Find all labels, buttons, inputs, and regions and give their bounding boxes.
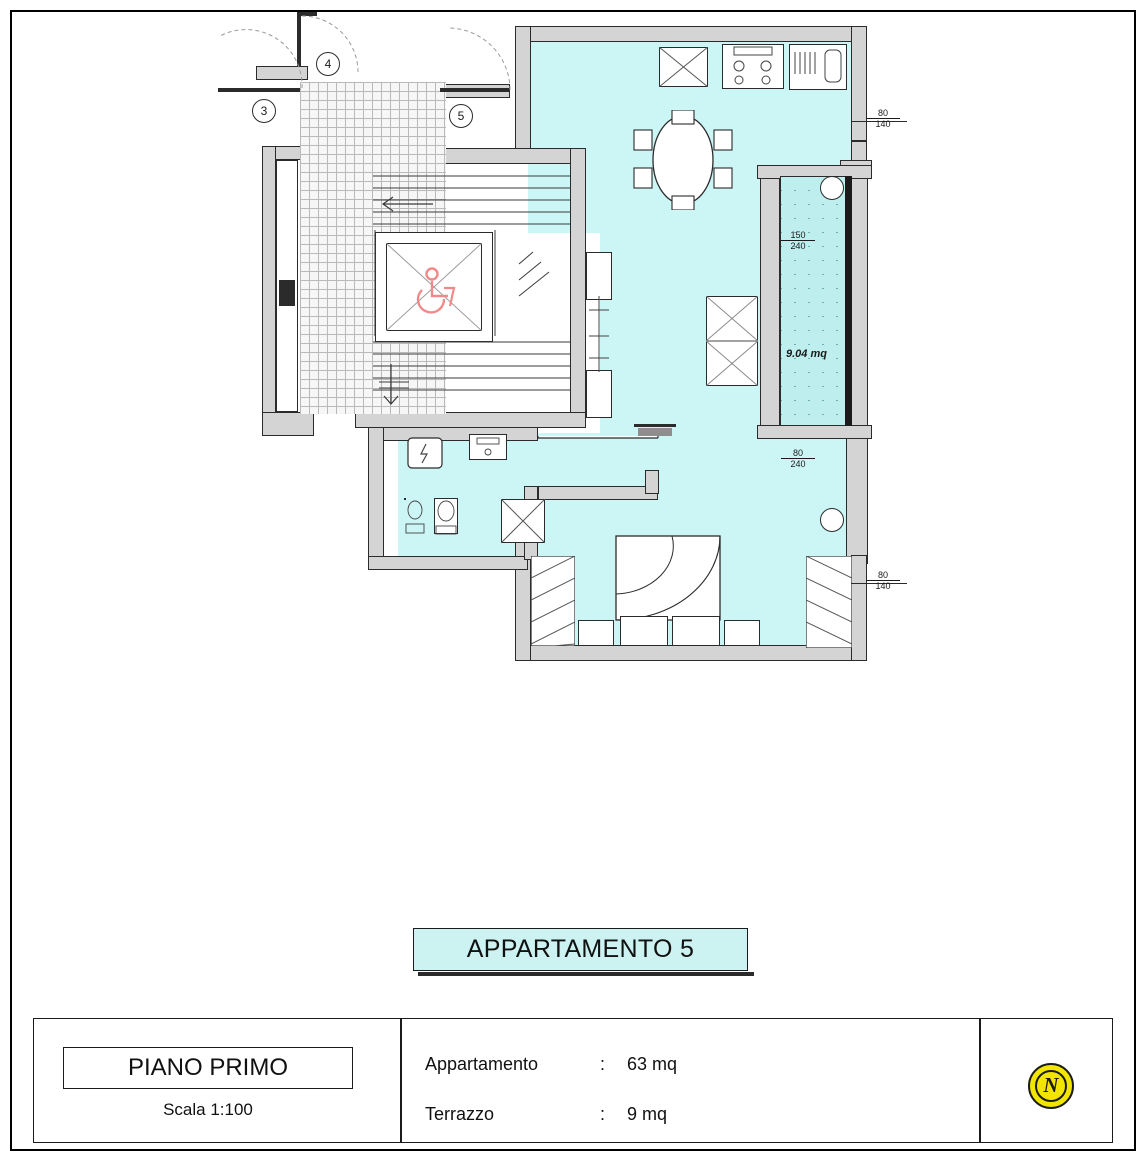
wall-bath-bottom (368, 556, 528, 570)
sofa-cushions-icon (706, 296, 758, 386)
title-block-divider-1 (400, 1019, 402, 1142)
cooktop-burners-icon (722, 44, 784, 89)
terrace-parapet (845, 176, 852, 426)
window-dim-4-top: 80 (866, 570, 900, 581)
window-dim-2-top: 150 (781, 230, 815, 241)
window-dim-3-bottom: 240 (790, 459, 806, 469)
wall-landing-bottom (262, 412, 314, 436)
window-dim-1-bottom: 140 (875, 119, 891, 129)
door-tag-5: 5 (449, 104, 473, 128)
window-dim-2-bottom: 240 (790, 241, 806, 251)
kitchen-unit-cross-icon (659, 47, 708, 87)
interior-door-swing-icon (536, 436, 696, 498)
wall-terrace-bottom (757, 425, 872, 439)
dining-table-icon (628, 110, 738, 210)
wall-stair-right (570, 148, 586, 428)
wall-bath-left (368, 425, 384, 570)
nightstand-left (578, 620, 614, 646)
logo-letter: N (1043, 1073, 1059, 1097)
side-table (638, 428, 672, 436)
door-tag-3: 3 (252, 99, 276, 123)
scale-label: Scala 1:100 (163, 1100, 253, 1119)
wall-top (515, 26, 867, 42)
window-dim-3 (781, 448, 815, 469)
company-logo (1028, 1063, 1074, 1109)
wall-terrace-inner (760, 165, 780, 435)
sink-icon (789, 44, 847, 90)
balcony-post (279, 280, 295, 306)
window-dim-2 (781, 230, 815, 251)
title-block-divider-2 (979, 1019, 981, 1142)
wardrobe-right-icon (806, 556, 852, 648)
window-dim-4 (866, 570, 900, 591)
floor-label-text: PIANO PRIMO (127, 1054, 289, 1081)
boiler-icon (404, 436, 448, 470)
terrace-area-label: 9.04 mq (786, 348, 827, 360)
spec-colon-terrace: : (600, 1104, 606, 1124)
terrace-column-bottom (820, 508, 844, 532)
closet-lower (586, 370, 612, 418)
frame-bottom (10, 1149, 1136, 1151)
spec-value-terrace: 9 mq (627, 1104, 668, 1124)
spec-colon-apartment: : (600, 1054, 606, 1074)
window-dim-3-top: 80 (781, 448, 815, 459)
armchair-1 (620, 616, 668, 646)
radiator-icon (586, 296, 612, 372)
window-dim-1 (866, 108, 900, 129)
wall-stair-bottom (355, 412, 586, 428)
armchair-2 (672, 616, 720, 646)
door-tag-4: 4 (316, 52, 340, 76)
spec-value-apartment: 63 mq (627, 1054, 678, 1074)
wall-right-bottom (851, 555, 867, 661)
wardrobe-left-icon (531, 556, 575, 646)
window-dim-1-top: 80 (866, 108, 900, 119)
washbasin-taps-icon (469, 434, 507, 460)
spec-label-apartment: Appartamento (425, 1054, 539, 1074)
spec-label-terrace: Terrazzo (425, 1104, 495, 1124)
apartment-title-text: APPARTAMENTO 5 (466, 935, 695, 963)
apartment-title-badge-shadow (418, 972, 754, 976)
wall-landing-left (262, 146, 276, 436)
nightstand-right (724, 620, 760, 646)
wall-right-upper (851, 26, 867, 141)
floor-label-box (63, 1047, 353, 1089)
shelf (634, 424, 676, 427)
staircase-icon (373, 164, 570, 412)
sanitary-fixtures-icon (404, 498, 460, 538)
closet-upper (586, 252, 612, 300)
terrace-hatch (780, 176, 848, 426)
shower-cross-icon (501, 499, 545, 543)
apartment-title-badge (413, 928, 748, 971)
window-dim-4-bottom: 140 (875, 581, 891, 591)
terrace-column-top (820, 176, 844, 200)
